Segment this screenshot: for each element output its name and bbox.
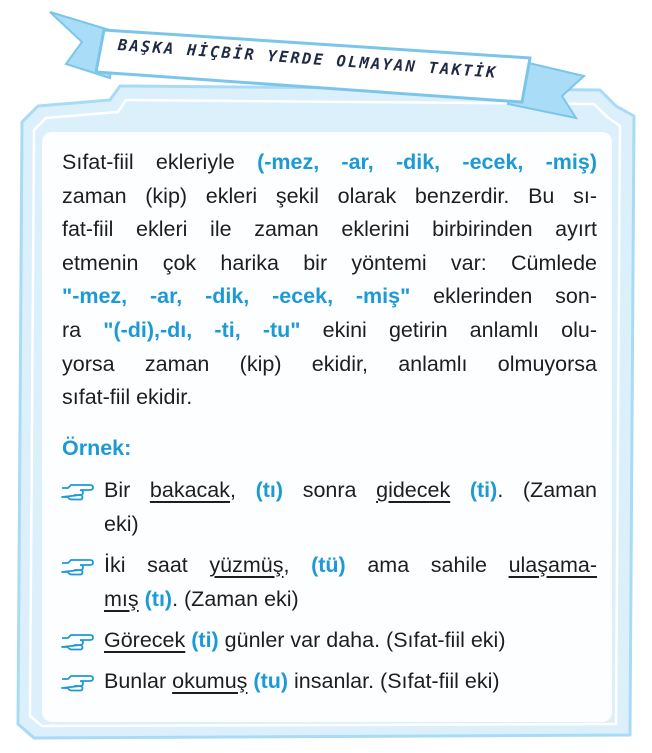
example-line (104, 624, 597, 658)
underlined-word: Görecek (104, 627, 186, 652)
pointing-hand-icon (60, 672, 94, 694)
example-text: , (283, 552, 312, 577)
highlighted-suffix: (ti) (469, 477, 498, 502)
intro-line (62, 146, 597, 180)
banner-title: BAŞKA HİÇBİR YERDE OLMAYAN TAKTİK (117, 36, 499, 82)
highlighted-suffix: (tü) (311, 552, 346, 577)
underlined-word: gidecek (376, 477, 451, 502)
example-heading: Örnek: (62, 435, 132, 460)
highlighted-suffixes: "(-di),-dı, -ti, -tu" (103, 317, 301, 342)
highlighted-suffix: (tı) (255, 477, 284, 502)
example-text: . (Zaman eki) (172, 586, 299, 611)
title-ribbon (0, 0, 652, 130)
intro-line: fat-fiil ekleri ile zaman eklerini birbirinden ayırt (62, 217, 597, 242)
underlined-word: bakacak (149, 477, 230, 502)
highlighted-suffix: (tu) (253, 668, 289, 693)
underlined-word: yüzmüş (209, 552, 284, 577)
example-line (104, 474, 597, 508)
intro-line: etmenin çok harika bir yöntemi var: Cümlede (62, 250, 597, 275)
intro-line (62, 314, 597, 348)
example-item (62, 549, 597, 617)
example-text: sonra (283, 477, 377, 502)
intro-text: ra (62, 317, 104, 342)
pointing-hand-icon (60, 631, 94, 653)
intro-paragraph (62, 146, 597, 415)
underlined-word: okumuş (172, 668, 248, 693)
example-text: İki saat (104, 552, 210, 577)
example-item (62, 624, 597, 658)
intro-line: zaman (kip) ekleri şekil olarak benzerdir. Bu sı- (62, 183, 597, 208)
highlighted-suffixes: (-mez, -ar, -dik, -ecek, -miş) (257, 150, 597, 174)
example-text: Bunlar (104, 668, 173, 693)
tip-content (62, 146, 597, 699)
example-text (450, 478, 470, 502)
pointing-hand-icon (60, 556, 94, 578)
example-text: Bir (104, 477, 150, 502)
intro-line: yorsa zaman (kip) ekidir, anlamlı olmuyorsa (62, 351, 597, 376)
example-text: günler var daha. (Sıfat-fiil eki) (218, 627, 506, 652)
example-text: insanlar. (Sıfat-fiil eki) (288, 668, 500, 693)
intro-text: eklerinden son- (410, 284, 597, 309)
example-line: eki) (104, 511, 139, 536)
underlined-word: mış (104, 586, 139, 611)
intro-text: ekini getirin anlamlı olu- (300, 317, 597, 342)
example-line (104, 665, 597, 699)
highlighted-suffix: (tı) (144, 586, 173, 611)
underlined-word: ulaşama- (508, 552, 598, 577)
intro-line (62, 280, 597, 314)
example-text: , (230, 477, 256, 502)
intro-text: Sıfat-fiil ekleriyle (62, 150, 258, 174)
highlighted-suffix: (ti) (191, 627, 219, 652)
example-line (104, 549, 597, 583)
pointing-hand-icon (60, 481, 94, 503)
example-item (62, 665, 597, 699)
example-item (62, 474, 597, 542)
intro-line: sıfat-fiil ekidir. (62, 385, 193, 410)
highlighted-suffixes: "-mez, -ar, -dik, -ecek, -miş" (62, 284, 411, 309)
example-line (104, 583, 597, 617)
example-text: . (Zaman (497, 477, 597, 502)
example-text: ama sahile (345, 552, 509, 577)
